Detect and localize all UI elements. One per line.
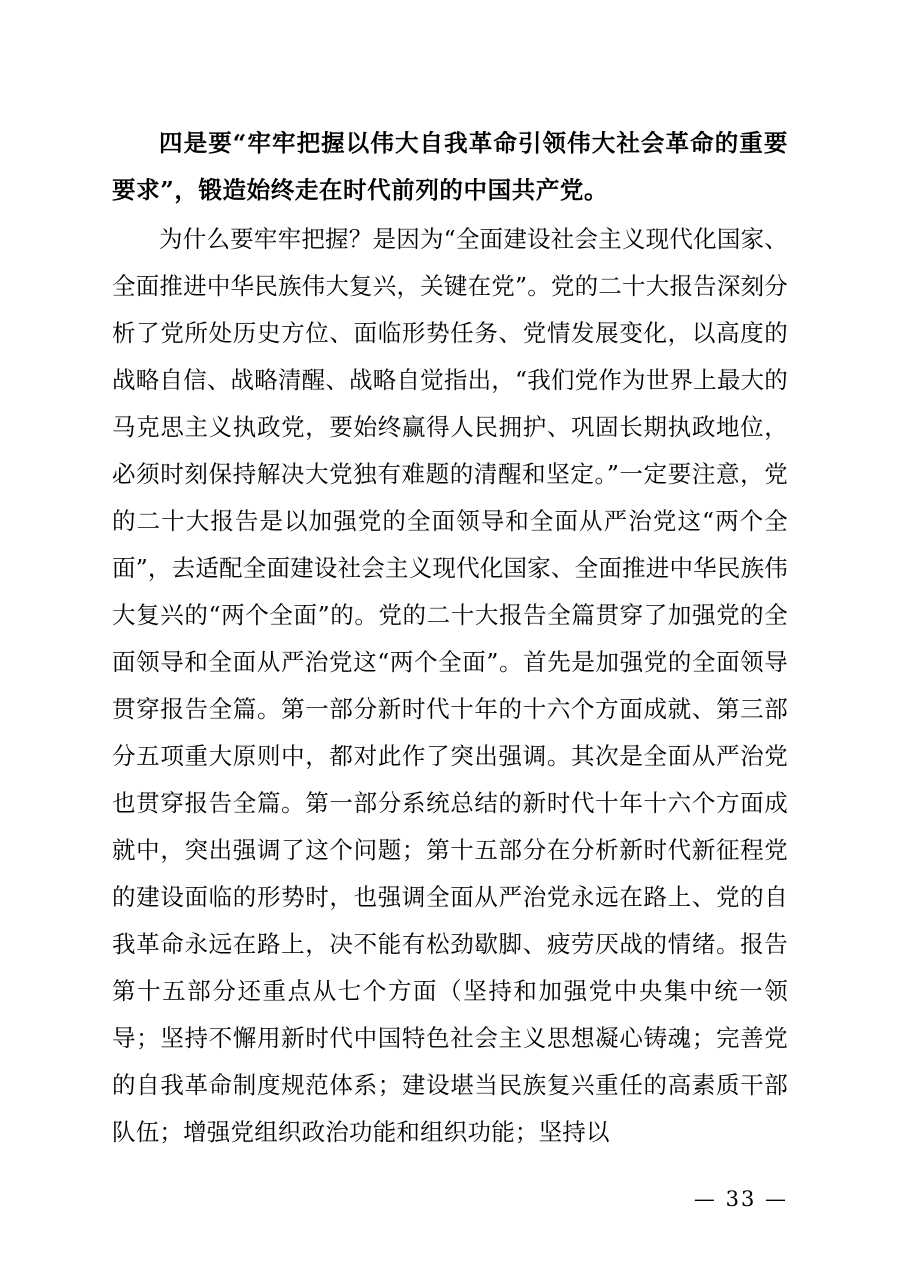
- page-content: [112, 120, 788, 1156]
- body-paragraph: 为什么要牢牢把握？是因为“全面建设社会主义现代化国家、全面推进中华民族伟大复兴，关键在党”。党的二十大报告深刻分析了党所处历史方位、面临形势任务、党情发展变化，以高度的战略自信、战略清醒、战略自觉指出，“我们党作为世界上最大的马克思主义执政党，要始终赢得人民拥护、巩固长期执政地位，必须时刻保持解决大党独有难题的清醒和坚定。”一定要注意，党的二十大报告是以加强党的全面领导和全面从严治党这“两个全面”，去适配全面建设社会主义现代化国家、全面推进中华民族伟大复兴的“两个全面”的。党的二十大报告全篇贯穿了加强党的全面领导和全面从严治党这“两个全面”。首先是加强党的全面领导贯穿报告全篇。第一部分新时代十年的十六个方面成就、第三部分五项重大原则中，都对此作了突出强调。其次是全面从严治党也贯穿报告全篇。第一部分系统总结的新时代十年十六个方面成就中，突出强调了这个问题；第十五部分在分析新时代新征程党的建设面临的形势时，也强调全面从严治党永远在路上、党的自我革命永远在路上，决不能有松劲歇脚、疲劳厌战的情绪。报告第十五部分还重点从七个方面（坚持和加强党中央集中统一领导；坚持不懈用新时代中国特色社会主义思想凝心铸魂；完善党的自我革命制度规范体系；建设堪当民族复兴重任的高素质干部队伍；增强党组织政治功能和组织功能；坚持以: [112, 225, 788, 1146]
- page-number: — 33 —: [693, 1187, 788, 1211]
- heading-paragraph: 四是要“牢牢把握以伟大自我革命引领伟大社会革命的重要要求”，锻造始终走在时代前列的中国共产党。: [112, 129, 788, 204]
